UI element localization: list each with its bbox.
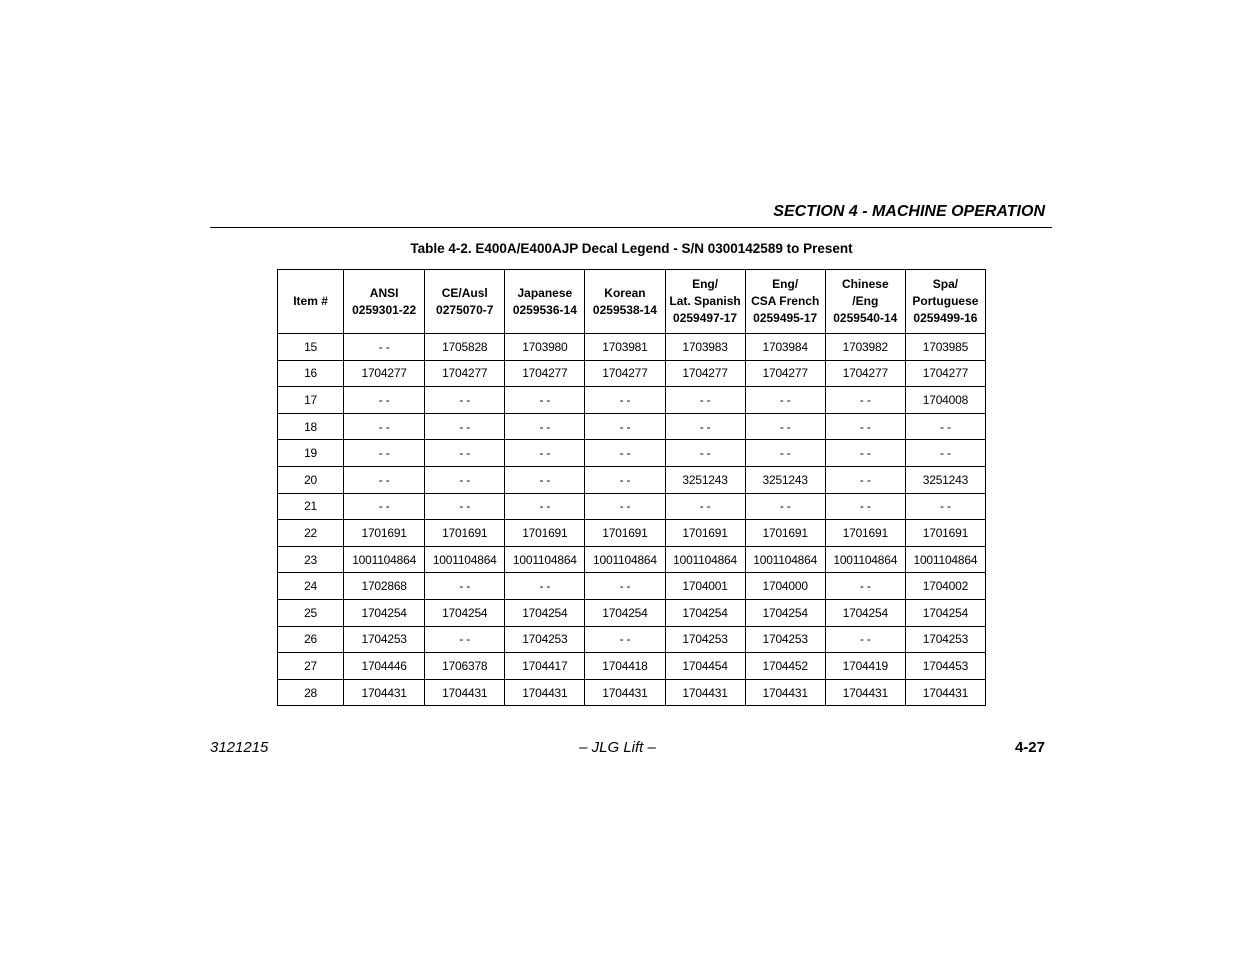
- column-header-line: Item #: [293, 294, 328, 308]
- item-number-cell: 27: [278, 653, 344, 680]
- decal-number-cell: 1704254: [505, 599, 585, 626]
- decal-number-cell: - -: [505, 387, 585, 414]
- decal-number-cell: 1704431: [825, 679, 905, 706]
- decal-number-cell: 1704431: [425, 679, 505, 706]
- decal-number-cell: - -: [905, 413, 985, 440]
- decal-number-cell: 1704277: [665, 360, 745, 387]
- decal-number-cell: 1703984: [745, 334, 825, 361]
- decal-number-cell: 1704254: [665, 599, 745, 626]
- item-number-cell: 26: [278, 626, 344, 653]
- table-row: [278, 653, 986, 680]
- column-header-line: 0259536-14: [512, 302, 577, 317]
- decal-number-cell: - -: [585, 626, 665, 653]
- decal-number-cell: - -: [825, 493, 905, 520]
- decal-number-cell: 1703982: [825, 334, 905, 361]
- column-header-line: 0259540-14: [833, 311, 898, 325]
- decal-number-cell: 3251243: [745, 466, 825, 493]
- column-header-line: Chinese: [841, 277, 889, 291]
- decal-number-cell: - -: [745, 387, 825, 414]
- column-header: [585, 270, 665, 334]
- decal-number-cell: 1704277: [344, 360, 425, 387]
- decal-number-cell: 1001104864: [505, 546, 585, 573]
- decal-number-cell: 1704254: [585, 599, 665, 626]
- section-header: [210, 201, 1052, 228]
- decal-number-cell: 1701691: [825, 520, 905, 547]
- table-row: [278, 334, 986, 361]
- decal-number-cell: - -: [665, 493, 745, 520]
- decal-number-cell: - -: [825, 466, 905, 493]
- decal-number-cell: 1704253: [505, 626, 585, 653]
- decal-number-cell: 1704254: [745, 599, 825, 626]
- decal-number-cell: 1704277: [745, 360, 825, 387]
- column-header: [745, 270, 825, 334]
- decal-number-cell: 1001104864: [344, 546, 425, 573]
- decal-number-cell: 3251243: [905, 466, 985, 493]
- item-number-cell: 21: [278, 493, 344, 520]
- footer-brand: – JLG Lift –: [579, 739, 656, 756]
- decal-number-cell: - -: [425, 413, 505, 440]
- decal-number-cell: - -: [585, 413, 665, 440]
- column-header: [825, 270, 905, 334]
- decal-number-cell: 1704446: [344, 653, 425, 680]
- decal-number-cell: - -: [344, 493, 425, 520]
- item-number-cell: 17: [278, 387, 344, 414]
- decal-number-cell: - -: [585, 440, 665, 467]
- column-header-line: CSA French: [751, 294, 820, 308]
- decal-number-cell: 1701691: [505, 520, 585, 547]
- decal-number-cell: 1001104864: [905, 546, 985, 573]
- decal-number-cell: 1703980: [505, 334, 585, 361]
- decal-number-cell: 1704277: [505, 360, 585, 387]
- decal-number-cell: 1703985: [905, 334, 985, 361]
- column-header: [278, 270, 344, 334]
- column-header-line: CE/Ausl: [441, 285, 488, 300]
- decal-number-cell: 1701691: [585, 520, 665, 547]
- decal-number-cell: - -: [585, 466, 665, 493]
- decal-number-cell: - -: [585, 387, 665, 414]
- decal-number-cell: 1701691: [344, 520, 425, 547]
- decal-number-cell: 1704431: [905, 679, 985, 706]
- decal-number-cell: - -: [425, 626, 505, 653]
- table-caption: Table 4-2. E400A/E400AJP Decal Legend - S/N 0300142589 to Present: [410, 241, 853, 256]
- column-header-line: ANSI: [369, 285, 399, 300]
- column-header-line: Lat. Spanish: [669, 294, 741, 308]
- decal-number-cell: - -: [505, 466, 585, 493]
- page-number: 4-27: [1014, 739, 1045, 756]
- table-header-row: [278, 270, 986, 334]
- column-header-line: 0259538-14: [592, 302, 657, 317]
- decal-number-cell: - -: [344, 466, 425, 493]
- table-row: [278, 520, 986, 547]
- decal-number-cell: 1704000: [745, 573, 825, 600]
- decal-number-cell: - -: [745, 493, 825, 520]
- decal-number-cell: 1704253: [665, 626, 745, 653]
- item-number-cell: 22: [278, 520, 344, 547]
- decal-number-cell: 1704253: [344, 626, 425, 653]
- decal-number-cell: - -: [344, 387, 425, 414]
- decal-number-cell: 1706378: [425, 653, 505, 680]
- item-number-cell: 16: [278, 360, 344, 387]
- decal-number-cell: 1701691: [425, 520, 505, 547]
- decal-number-cell: - -: [905, 493, 985, 520]
- decal-number-cell: - -: [505, 440, 585, 467]
- decal-number-cell: 1704001: [665, 573, 745, 600]
- column-header-line: Korean: [604, 285, 646, 300]
- decal-number-cell: - -: [505, 493, 585, 520]
- decal-number-cell: 1704454: [665, 653, 745, 680]
- table-row: [278, 493, 986, 520]
- table-row: [278, 599, 986, 626]
- column-header: [905, 270, 985, 334]
- decal-number-cell: - -: [825, 626, 905, 653]
- table-row: [278, 573, 986, 600]
- decal-number-cell: 1704431: [344, 679, 425, 706]
- decal-number-cell: 1704431: [745, 679, 825, 706]
- decal-number-cell: - -: [825, 387, 905, 414]
- decal-number-cell: 1701691: [665, 520, 745, 547]
- decal-number-cell: - -: [665, 387, 745, 414]
- decal-number-cell: 1704417: [505, 653, 585, 680]
- decal-number-cell: - -: [505, 413, 585, 440]
- decal-number-cell: - -: [745, 440, 825, 467]
- decal-number-cell: - -: [825, 573, 905, 600]
- item-number-cell: 25: [278, 599, 344, 626]
- decal-number-cell: 1704002: [905, 573, 985, 600]
- item-number-cell: 19: [278, 440, 344, 467]
- decal-number-cell: 1702868: [344, 573, 425, 600]
- column-header-line: 0259497-17: [673, 311, 738, 325]
- item-number-cell: 15: [278, 334, 344, 361]
- decal-number-cell: 1704431: [505, 679, 585, 706]
- decal-number-cell: 1704254: [344, 599, 425, 626]
- column-header: [665, 270, 745, 334]
- decal-number-cell: 1704277: [585, 360, 665, 387]
- decal-number-cell: 1704254: [905, 599, 985, 626]
- item-number-cell: 24: [278, 573, 344, 600]
- decal-number-cell: 1704254: [425, 599, 505, 626]
- table-row: [278, 360, 986, 387]
- decal-number-cell: - -: [344, 334, 425, 361]
- decal-number-cell: 1704253: [745, 626, 825, 653]
- table-row: [278, 679, 986, 706]
- table-row: [278, 466, 986, 493]
- column-header-line: Spa/: [932, 277, 959, 291]
- column-header-line: 0259301-22: [352, 302, 417, 317]
- decal-number-cell: - -: [585, 493, 665, 520]
- decal-number-cell: 1701691: [745, 520, 825, 547]
- decal-number-cell: - -: [825, 413, 905, 440]
- decal-number-cell: - -: [825, 440, 905, 467]
- item-number-cell: 20: [278, 466, 344, 493]
- decal-number-cell: - -: [585, 573, 665, 600]
- column-header-line: Eng/: [772, 277, 799, 291]
- column-header-line: Eng/: [692, 277, 719, 291]
- decal-number-cell: 1704277: [905, 360, 985, 387]
- column-header-line: 0259495-17: [753, 311, 818, 325]
- item-number-cell: 28: [278, 679, 344, 706]
- decal-number-cell: 1001104864: [585, 546, 665, 573]
- item-number-cell: 18: [278, 413, 344, 440]
- table-body: [278, 334, 986, 706]
- table-row: [278, 546, 986, 573]
- decal-number-cell: 1704453: [905, 653, 985, 680]
- decal-number-cell: - -: [425, 387, 505, 414]
- decal-legend-table: [277, 269, 986, 706]
- decal-number-cell: 1704254: [825, 599, 905, 626]
- decal-number-cell: 1703983: [665, 334, 745, 361]
- decal-number-cell: 1704008: [905, 387, 985, 414]
- table-row: [278, 440, 986, 467]
- column-header-line: Portuguese: [912, 294, 979, 308]
- decal-number-cell: - -: [425, 440, 505, 467]
- decal-number-cell: 1001104864: [665, 546, 745, 573]
- decal-number-cell: 1704431: [665, 679, 745, 706]
- decal-number-cell: - -: [665, 413, 745, 440]
- decal-number-cell: 1001104864: [745, 546, 825, 573]
- decal-number-cell: 1704418: [585, 653, 665, 680]
- column-header: [425, 270, 505, 334]
- column-header-line: Japanese: [517, 285, 573, 300]
- decal-number-cell: - -: [344, 440, 425, 467]
- decal-number-cell: 3251243: [665, 466, 745, 493]
- decal-number-cell: - -: [425, 493, 505, 520]
- decal-number-cell: - -: [344, 413, 425, 440]
- table-row: [278, 387, 986, 414]
- decal-number-cell: 1704277: [825, 360, 905, 387]
- decal-number-cell: - -: [505, 573, 585, 600]
- decal-number-cell: 1001104864: [425, 546, 505, 573]
- table-row: [278, 626, 986, 653]
- table-row: [278, 413, 986, 440]
- decal-number-cell: 1704277: [425, 360, 505, 387]
- column-header: [505, 270, 585, 334]
- decal-number-cell: 1704253: [905, 626, 985, 653]
- decal-number-cell: 1704431: [585, 679, 665, 706]
- column-header-line: 0275070-7: [436, 302, 494, 317]
- column-header-line: 0259499-16: [913, 311, 978, 325]
- item-number-cell: 23: [278, 546, 344, 573]
- decal-number-cell: - -: [665, 440, 745, 467]
- decal-number-cell: - -: [905, 440, 985, 467]
- decal-number-cell: 1001104864: [825, 546, 905, 573]
- decal-number-cell: 1701691: [905, 520, 985, 547]
- decal-number-cell: 1705828: [425, 334, 505, 361]
- decal-number-cell: - -: [425, 466, 505, 493]
- decal-number-cell: - -: [745, 413, 825, 440]
- decal-number-cell: 1704452: [745, 653, 825, 680]
- doc-number: 3121215: [210, 739, 269, 756]
- decal-number-cell: - -: [425, 573, 505, 600]
- decal-number-cell: 1703981: [585, 334, 665, 361]
- column-header: [344, 270, 425, 334]
- section-title: SECTION 4 - MACHINE OPERATION: [773, 203, 1045, 220]
- decal-number-cell: 1704419: [825, 653, 905, 680]
- column-header-line: /Eng: [852, 294, 879, 308]
